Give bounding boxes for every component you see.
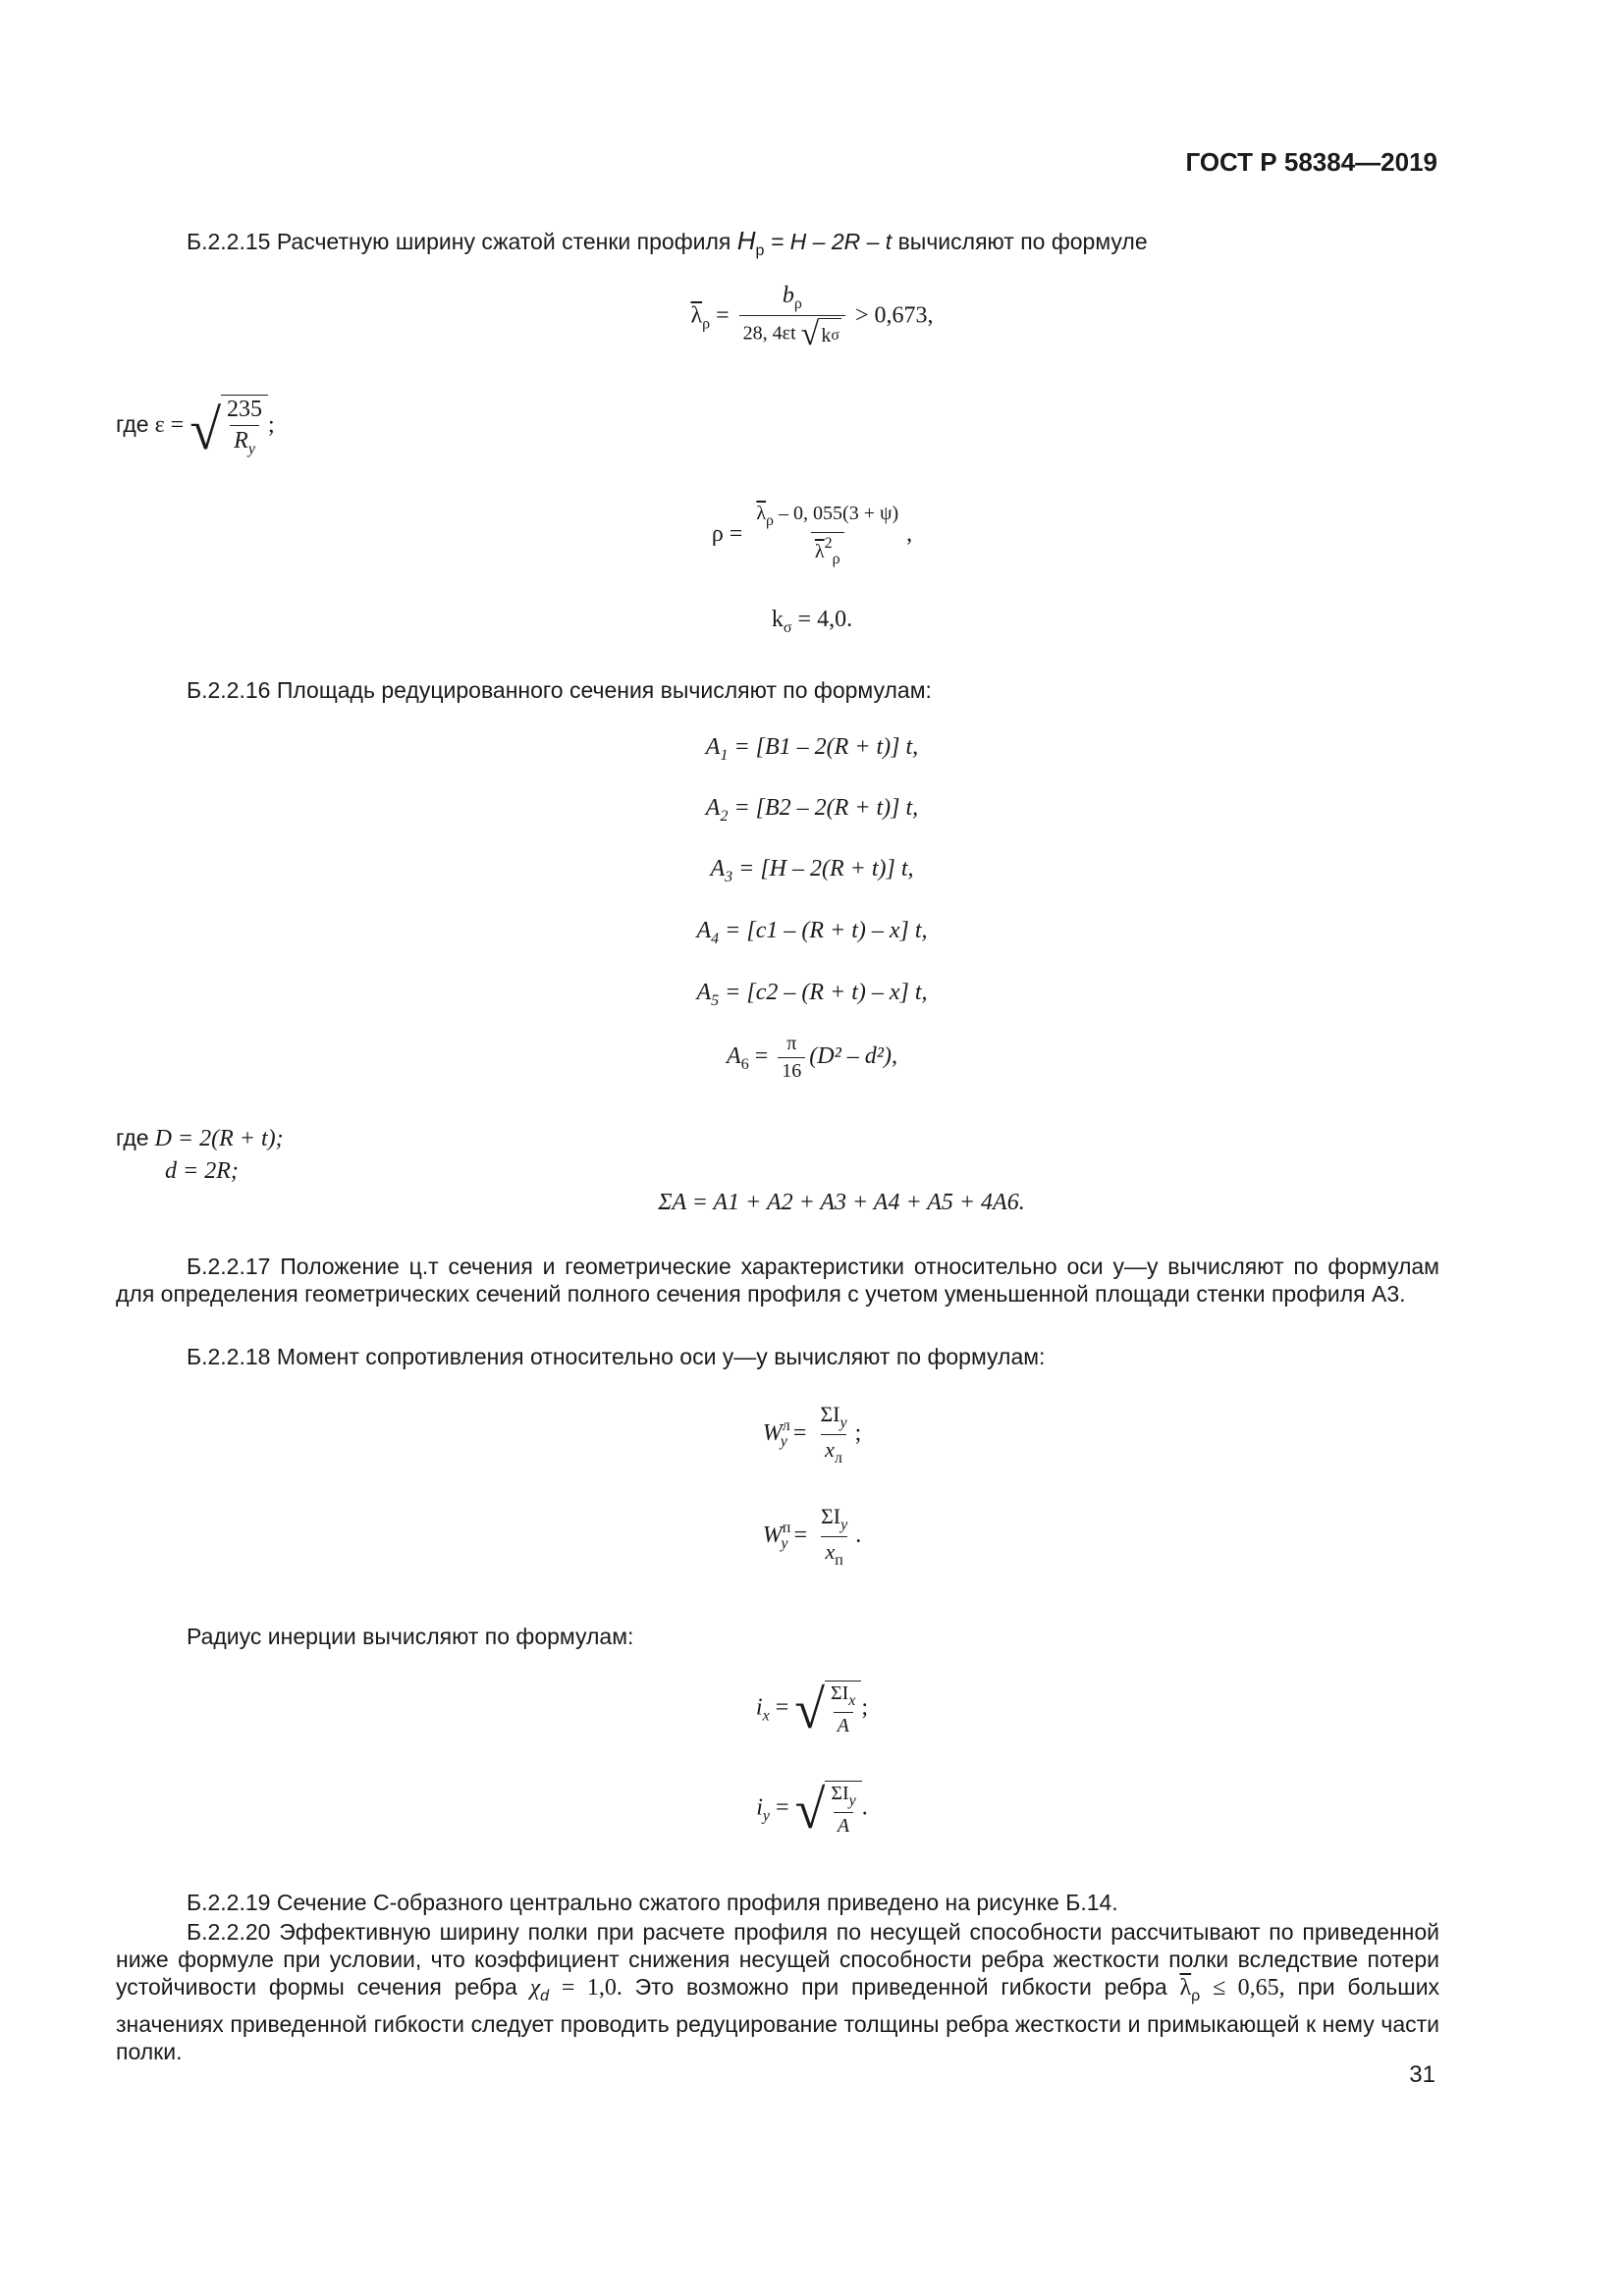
- lambda-den-root-sub: σ: [831, 327, 839, 344]
- a2-rhs: = [B2 – 2(R + t)] t,: [733, 795, 919, 821]
- lambda-num: b: [782, 283, 794, 308]
- d-upper-def: D = 2(R + t);: [154, 1126, 284, 1151]
- lambda-num-sub: ρ: [793, 295, 802, 312]
- a6-tail: (D² – d²),: [809, 1043, 897, 1070]
- formula-a4: $A_4 = [c1 - (R + t) - x]$ t,: [696, 918, 928, 947]
- section-15-label: Б.2.2.15: [187, 229, 271, 254]
- section-20-paragraph: Б.2.2.20 Эффективную ширину полки при расчете профиля по несущей способности рассчитывают по приведенной ниже формуле при условии, что коэффициент снижения несущей способности ребра жесткости полки вследствие потери устойчивости формы сечения ребра $\chi_d = 1,0$. Это возможно при приведенной гибкости ребра $\overline{\lambda}_\rho \le 0,65$, при больших значениях приведенной гибкости следует проводить редуцирование толщины ребра жесткости и примыкающей к нему части полки.: [116, 1919, 1440, 2064]
- epsilon-den-sub: y: [247, 441, 255, 457]
- formula-iy: $i_y$ = √ $\frac{\Sigma I_y}{A}$ .: [756, 1780, 868, 1841]
- section-15-text-tail: вычисляют по формуле: [897, 229, 1148, 254]
- rho-num-lambda: $\overline{\lambda}$: [756, 503, 767, 524]
- formula-d-def: [116, 1125, 284, 1152]
- ix-tail: ;: [861, 1694, 869, 1721]
- lambda-rhs: > 0,673,: [854, 302, 934, 329]
- epsilon-where: где: [116, 411, 149, 438]
- wp-den-sub: п: [835, 1552, 843, 1569]
- section-15-hp-symbol: H: [736, 226, 756, 255]
- formula-rho: [0, 503, 1624, 568]
- formula-sum-a: ΣA = A1 + A2 + A3 + A4 + A5 + 4A6.: [658, 1190, 1025, 1215]
- epsilon-tail: ;: [268, 412, 275, 439]
- section-20-text-a: Б.2.2.20 Эффективную ширину полки при расчете профиля по несущей способности рассчитывают по приведенной ниже формуле при условии, что коэффициент снижения несущей способности ребра жесткости полки вследствие потери устойчивости формы сечения ребра: [116, 1919, 1439, 2000]
- chi-sub: d: [540, 1988, 550, 2004]
- lambda-sub: ρ: [702, 315, 711, 333]
- chi-symbol: χ: [529, 1975, 541, 2001]
- wp-sup: п: [782, 1520, 791, 1537]
- a6-den: 16: [778, 1057, 805, 1083]
- radius-heading: Радиус инерции вычисляют по формулам:: [187, 1624, 634, 1649]
- section-20-text-b: Это возможно при приведенной гибкости ребра: [634, 1974, 1167, 2000]
- lambda-fraction: $b_\rho$ 28, 4εt √ k σ: [739, 283, 845, 351]
- lambda-cond: ≤ 0,65,: [1213, 1975, 1285, 2001]
- section-20-text-c: при больших значениях приведенной гибкости следует проводить редуцирование толщины ребра жесткости и примыкающей к нему части полки.: [116, 1974, 1440, 2064]
- lambda-symbol: $\overline{\lambda}$: [690, 302, 703, 329]
- rho-tail: ,: [906, 521, 913, 548]
- formula-w-left: $W^л_y$ = $\frac{\Sigma I_y}{x_л}$ ;: [762, 1402, 862, 1467]
- formula-a1: $A_1 = [B1 - 2(R + t)]$ t,: [705, 734, 919, 764]
- epsilon-num: 235: [227, 397, 263, 422]
- wl-sup: л: [782, 1417, 790, 1435]
- section-19-paragraph: Б.2.2.19 Сечение С-образного центрально сжатого профиля приведено на рисунке Б.14.: [187, 1890, 1118, 1915]
- wl-num: ΣI: [820, 1402, 840, 1426]
- rho-num-sub: ρ: [766, 512, 775, 529]
- formula-epsilon: где ε = √ $\frac{235}{R_y}$ ;: [116, 397, 275, 461]
- rho-num-tail: – 0, 055(3 + ψ): [779, 503, 899, 524]
- chi-rhs: = 1,0.: [561, 1975, 623, 2001]
- epsilon-lhs: ε =: [154, 412, 185, 439]
- formula-k-sigma: [0, 607, 1624, 637]
- section-15-text: Расчетную ширину сжатой стенки профиля: [276, 229, 731, 254]
- section-15-formula-tail: = H – 2R – t: [770, 229, 893, 254]
- section-16-text: Площадь редуцированного сечения вычисляют по формулам:: [276, 677, 932, 703]
- formula-d-lower: d = 2R;: [165, 1158, 239, 1184]
- iy-tail: .: [861, 1794, 868, 1821]
- a3-rhs: = [H – 2(R + t)] t,: [738, 856, 914, 881]
- wp-tail: .: [855, 1522, 862, 1549]
- lambda-den-root: k: [821, 324, 832, 347]
- a6-pi: π: [786, 1033, 797, 1054]
- rho-den-sub: ρ: [832, 551, 840, 567]
- formula-w-right: $W^п_y$ = $\frac{\Sigma I_y}{x_п}$ .: [762, 1504, 862, 1569]
- rho-den-lambda: $\overline{\lambda}$: [814, 541, 825, 562]
- section-15-heading: [187, 226, 1148, 266]
- a1-rhs: = [B1 – 2(R + t)] t,: [733, 734, 919, 760]
- epsilon-den: R: [234, 428, 248, 454]
- formula-ix: $i_x$ = √ $\frac{\Sigma I_x}{A}$ ;: [755, 1680, 869, 1740]
- formula-a5: $A_5 = [c2 - (R + t) - x]$ t,: [696, 980, 928, 1009]
- rho-lhs: ρ =: [711, 521, 743, 548]
- section-15-hp-sub: р: [755, 242, 765, 259]
- a4-rhs: = [c1 – (R + t) – x] t,: [725, 918, 928, 943]
- k-lhs: k: [771, 607, 784, 632]
- section-17-paragraph: Б.2.2.17 Положение ц.т сечения и геометрические характеристики относительно оси y—y вычисляют по формулам для определения геометрических сечений полного сечения профиля с учетом уменьшенной площади стенки профиля A3.: [116, 1254, 1439, 1307]
- a5-rhs: = [c2 – (R + t) – x] t,: [725, 980, 928, 1005]
- k-sub: σ: [783, 619, 792, 636]
- formula-a6: $A_6$ = $\frac{\pi}{16}$ (D² – d²),: [727, 1033, 897, 1082]
- wp-num: ΣI: [820, 1504, 841, 1528]
- rho-den-sup: 2: [824, 535, 833, 552]
- section-16-heading: [187, 675, 932, 706]
- lambda-cond-symbol: $\overline{\lambda}$: [1179, 1975, 1192, 2001]
- k-rhs: = 4,0.: [797, 607, 853, 632]
- document-code: ГОСТ Р 58384—2019: [1185, 147, 1437, 177]
- wl-tail: ;: [854, 1420, 862, 1447]
- formula-a3: $A_3 = [H - 2(R + t)]$ t,: [710, 856, 914, 885]
- formula-a2: $A_2 = [B2 - 2(R + t)]$ t,: [705, 795, 919, 825]
- wl-den-sub: л: [834, 1450, 842, 1467]
- lambda-den-prefix: 28, 4εt: [742, 322, 796, 345]
- d-where: где: [116, 1125, 149, 1150]
- formula-lambda: $\overline{\lambda}_\rho$ = $b_\rho$ 28, 4εt √ k σ > 0,673,: [690, 283, 934, 352]
- section-18-paragraph: Б.2.2.18 Момент сопротивления относительно оси y—y вычисляют по формулам:: [187, 1344, 1046, 1369]
- page-number: 31: [1409, 2061, 1435, 2088]
- section-16-label: Б.2.2.16: [187, 677, 271, 703]
